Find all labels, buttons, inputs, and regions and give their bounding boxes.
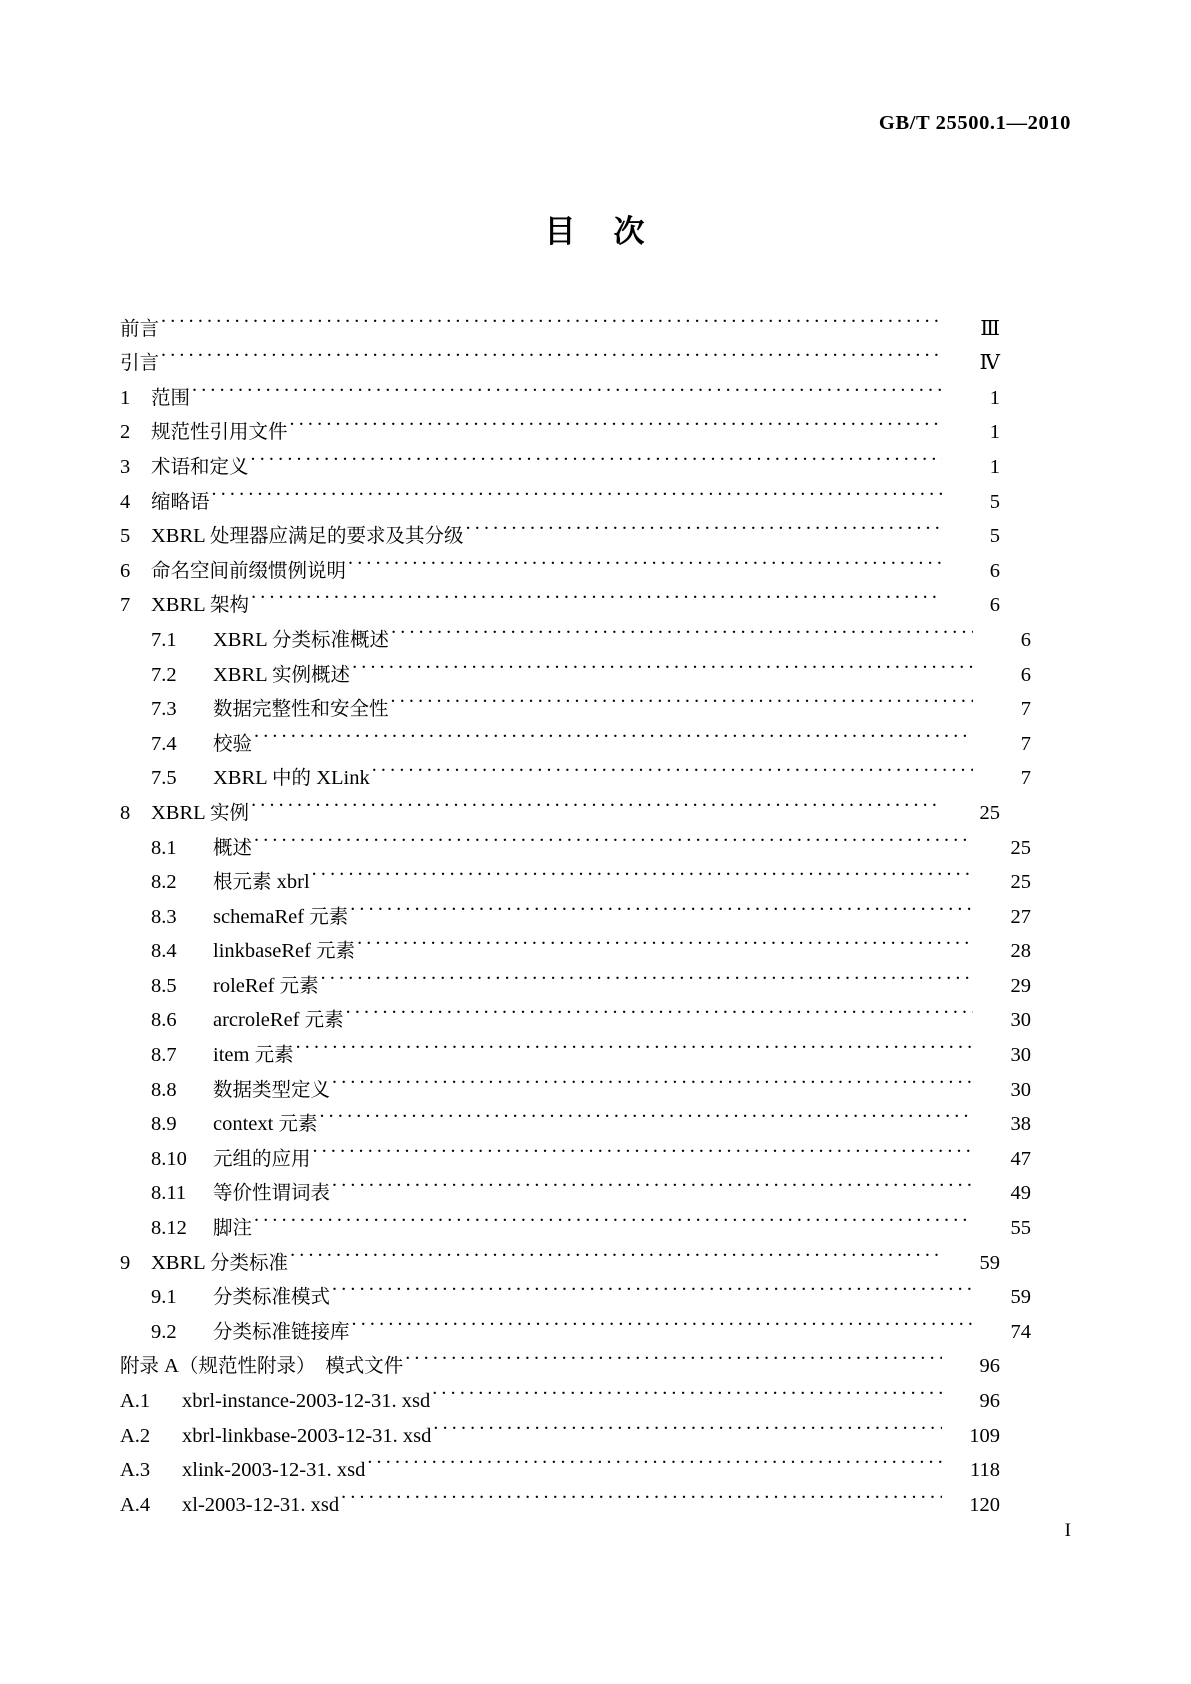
- toc-entry-number: 8.10: [151, 1147, 187, 1170]
- toc-entry-number: A.2: [120, 1424, 151, 1447]
- toc-entry[interactable]: [120, 300, 1000, 340]
- toc-entry[interactable]: [120, 438, 1000, 478]
- toc-entry-page-number: 96: [979, 1355, 1000, 1378]
- toc-entry-label: [182, 1384, 430, 1419]
- toc-leader-dots: [161, 335, 942, 370]
- toc-entry-label-run: XLink: [311, 767, 370, 790]
- toc-entry-label: [213, 1107, 317, 1142]
- toc-entry-page-number: 59: [979, 1251, 1000, 1274]
- toc-entry-label: [213, 900, 348, 935]
- toc-entry-number: A.4: [120, 1493, 151, 1516]
- toc-entry-label-run: xlink-2003-12-31. xsd: [182, 1459, 366, 1482]
- toc-entry[interactable]: [120, 404, 1000, 444]
- toc-leader-dots: [161, 300, 942, 335]
- toc-entry-label-run: 实例: [210, 800, 250, 824]
- toc-entry-page-number: 49: [1010, 1182, 1031, 1205]
- toc-entry-label-run: xbrl: [271, 871, 310, 894]
- toc-leader-dots: [391, 611, 973, 646]
- toc-entry-label: [213, 1142, 311, 1177]
- toc-leader-dots: [348, 542, 942, 577]
- toc-leader-dots: [372, 750, 973, 785]
- toc-entry-label-run: 概述: [213, 835, 253, 859]
- toc-leader-dots: [312, 854, 973, 889]
- toc-entry-number: 8.3: [151, 905, 177, 928]
- toc-leader-dots: [466, 508, 942, 543]
- toc-entry-label-run: 缩略语: [151, 489, 210, 513]
- toc-entry-number: 8.4: [151, 940, 177, 963]
- toc-entry-page-number: 30: [1010, 1078, 1031, 1101]
- toc-leader-dots: [341, 1476, 942, 1511]
- toc-entry-label: [182, 1488, 339, 1523]
- table-of-contents: [120, 300, 1031, 1516]
- toc-entry-label: [151, 796, 249, 831]
- toc-entry-label-run: 命名空间前缀惯例说明: [151, 558, 347, 582]
- toc-entry-page-number: 6: [1020, 663, 1031, 686]
- toc-entry-page-number: 1: [989, 386, 1000, 409]
- toc-entry[interactable]: [120, 473, 1000, 513]
- toc-leader-dots: [405, 1338, 942, 1373]
- toc-entry-label: [213, 1073, 330, 1108]
- toc-leader-dots: [251, 438, 942, 473]
- toc-entry-page-number: 55: [1010, 1217, 1031, 1240]
- page-title: [0, 206, 1191, 251]
- toc-entry-label-run: 分类标准概述: [272, 627, 390, 651]
- toc-entry-label-run: roleRef: [213, 974, 280, 997]
- toc-entry-number: 6: [120, 559, 131, 582]
- toc-entry-label-run: 元组的应用: [213, 1146, 311, 1170]
- toc-entry-number: 9.2: [151, 1320, 177, 1343]
- toc-entry-label-run: 架构: [210, 593, 250, 617]
- toc-entry-label-run: xbrl-instance-2003-12-31. xsd: [182, 1390, 431, 1412]
- toc-entry-number: 7.5: [151, 767, 177, 790]
- toc-leader-dots: [212, 473, 942, 508]
- toc-entry-number: 9: [120, 1251, 131, 1274]
- toc-entry-label-run: 数据类型定义: [213, 1077, 331, 1101]
- toc-entry-page-number: 25: [979, 801, 1000, 824]
- toc-entry-label-run: A: [159, 1355, 179, 1378]
- toc-entry-number: A.1: [120, 1390, 151, 1412]
- toc-entry-label-run: 等价性谓词表: [213, 1181, 331, 1205]
- toc-entry-label-run: linkbaseRef: [213, 940, 317, 963]
- toc-entry[interactable]: [120, 784, 1000, 824]
- toc-leader-dots: [254, 1199, 973, 1234]
- toc-entry-label-run: 校验: [213, 731, 253, 755]
- toc-entry-page-number: 29: [1010, 974, 1031, 997]
- toc-entry-label-run: xl-2003-12-31. xsd: [182, 1493, 340, 1516]
- toc-leader-dots: [290, 404, 942, 439]
- toc-entry-page-number: 7: [1020, 732, 1031, 755]
- toc-entry-label-run: XBRL: [213, 663, 273, 686]
- toc-entry-page-number: Ⅳ: [979, 352, 1000, 375]
- toc-entry-page-number: 6: [989, 594, 1000, 617]
- toc-entry-page-number: 120: [969, 1493, 1000, 1516]
- toc-leader-dots: [251, 577, 942, 612]
- toc-entry-page-number: 25: [1010, 871, 1031, 894]
- toc-entry[interactable]: [120, 715, 1031, 755]
- toc-entry-label-run: 元素: [316, 939, 356, 963]
- toc-entry-label: [213, 1315, 350, 1350]
- toc-entry-label: [120, 312, 159, 347]
- toc-leader-dots: [352, 646, 973, 681]
- toc-entry-page-number: 1: [989, 455, 1000, 478]
- toc-entry-number: 7.4: [151, 732, 177, 755]
- toc-leader-dots: [319, 1096, 973, 1131]
- toc-entry-label-run: XBRL: [151, 525, 211, 548]
- toc-entry-number: 5: [120, 525, 131, 548]
- toc-leader-dots: [251, 784, 942, 819]
- toc-entry-number: 8.12: [151, 1217, 187, 1240]
- toc-entry-number: 8: [120, 801, 131, 824]
- toc-entry-label-run: 范围: [151, 385, 191, 409]
- toc-entry-number: 9.1: [151, 1286, 177, 1309]
- toc-entry-page-number: 38: [1010, 1113, 1031, 1136]
- toc-entry-label-run: 引言: [120, 351, 160, 375]
- page-title-char-1: 目: [544, 214, 578, 250]
- toc-entry-number: 3: [120, 455, 131, 478]
- toc-leader-dots: [391, 681, 973, 716]
- toc-entry-label: [120, 346, 159, 381]
- toc-entry-label-run: XBRL: [151, 1251, 211, 1274]
- toc-entry[interactable]: [120, 611, 1031, 651]
- toc-entry-number: A.3: [120, 1459, 151, 1482]
- toc-entry-page-number: 47: [1010, 1147, 1031, 1170]
- toc-entry-label: [120, 1349, 403, 1384]
- toc-entry-label-run: 规范性引用文件: [151, 420, 288, 444]
- toc-leader-dots: [332, 1165, 973, 1200]
- toc-entry[interactable]: [120, 508, 1000, 548]
- toc-entry-page-number: 25: [1010, 836, 1031, 859]
- toc-entry-label-run: item: [213, 1044, 255, 1067]
- toc-entry-page-number: 6: [1020, 628, 1031, 651]
- toc-entry-number: 7.1: [151, 628, 177, 651]
- toc-entry-label-run: 中的: [272, 766, 312, 790]
- toc-entry-number: 4: [120, 490, 131, 513]
- toc-leader-dots: [367, 1442, 942, 1477]
- toc-entry-label-run: 根元素: [213, 870, 272, 894]
- toc-entry-label: [151, 381, 190, 416]
- toc-entry-label: [213, 1038, 294, 1073]
- toc-entry-page-number: 6: [989, 559, 1000, 582]
- toc-entry-page-number: 27: [1010, 905, 1031, 928]
- toc-entry-number: 8.7: [151, 1044, 177, 1067]
- toc-entry-label-run: 数据完整性和安全性: [213, 697, 389, 721]
- toc-entry-label: [213, 658, 350, 693]
- toc-leader-dots: [357, 923, 973, 958]
- toc-entry-label-run: 元素: [304, 1008, 344, 1032]
- page-title-char-2: 次: [613, 214, 647, 250]
- toc-entry-page-number: 28: [1010, 940, 1031, 963]
- toc-entry-label-run: 分类标准: [210, 1250, 289, 1274]
- toc-entry-page-number: 30: [1010, 1009, 1031, 1032]
- toc-leader-dots: [346, 992, 973, 1027]
- toc-entry-label-run: 分类标准链接库: [213, 1319, 350, 1343]
- toc-entry-page-number: 96: [979, 1390, 1000, 1412]
- toc-entry-label-run: arcroleRef: [213, 1009, 305, 1032]
- toc-entry-label: [151, 588, 249, 623]
- toc-entry-label-run: 元素: [278, 1112, 318, 1136]
- toc-entry-label-run: XBRL: [151, 801, 211, 824]
- toc-entry-number: 8.11: [151, 1182, 187, 1205]
- toc-entry-label: [151, 485, 210, 520]
- toc-entry-label-run: 分类标准模式: [213, 1285, 331, 1309]
- toc-entry[interactable]: [120, 750, 1031, 790]
- toc-entry[interactable]: [120, 335, 1000, 375]
- toc-entry-number: 1: [120, 386, 131, 409]
- toc-entry-number: 8.1: [151, 836, 177, 859]
- toc-entry[interactable]: [120, 854, 1031, 894]
- running-header-standard-number: GB/T 25500.1—2010: [878, 112, 1071, 134]
- toc-leader-dots: [332, 1269, 973, 1304]
- toc-entry-label-run: 前言: [120, 316, 160, 340]
- toc-leader-dots: [432, 1372, 942, 1407]
- toc-entry-number: 7.2: [151, 663, 177, 686]
- toc-entry-label-run: （规范性附录） 模式文件: [178, 1354, 404, 1378]
- toc-entry[interactable]: [120, 577, 1000, 617]
- toc-leader-dots: [332, 1061, 973, 1096]
- toc-entry-label-run: 元素: [279, 973, 319, 997]
- toc-entry-number: 7: [120, 594, 131, 617]
- toc-leader-dots: [192, 369, 942, 404]
- toc-entry-page-number: 109: [969, 1424, 1000, 1447]
- toc-entry-number: 8.5: [151, 974, 177, 997]
- toc-entry-page-number: 118: [970, 1459, 1000, 1482]
- toc-entry-label-run: xbrl-linkbase-2003-12-31. xsd: [182, 1424, 432, 1447]
- toc-entry-page-number: 5: [989, 490, 1000, 513]
- toc-entry-label-run: context: [213, 1113, 279, 1136]
- toc-entry-label: [213, 831, 252, 866]
- page-folio: I: [1064, 1520, 1071, 1541]
- toc-entry-label: [213, 1211, 252, 1246]
- toc-leader-dots: [296, 1026, 973, 1061]
- toc-entry-label-run: 术语和定义: [151, 454, 249, 478]
- toc-entry-label: [213, 1280, 330, 1315]
- toc-entry-label-run: 元素: [254, 1043, 294, 1067]
- toc-leader-dots: [254, 819, 973, 854]
- toc-entry-page-number: 30: [1010, 1044, 1031, 1067]
- toc-entry-label-run: XBRL: [213, 628, 273, 651]
- toc-entry-label-run: XBRL: [213, 767, 273, 790]
- toc-entry-page-number: 7: [1020, 698, 1031, 721]
- toc-entry-label: [213, 727, 252, 762]
- toc-entry-label-run: 附录: [120, 1354, 160, 1378]
- toc-entry-label: [182, 1453, 365, 1488]
- toc-entry-label-run: 脚注: [213, 1216, 253, 1240]
- toc-entry-label-run: 实例概述: [272, 662, 351, 686]
- toc-leader-dots: [254, 715, 973, 750]
- toc-entry-number: 2: [120, 421, 131, 444]
- toc-leader-dots: [433, 1407, 942, 1442]
- toc-entry-number: 7.3: [151, 698, 177, 721]
- toc-entry-page-number: 1: [989, 421, 1000, 444]
- toc-leader-dots: [350, 888, 973, 923]
- toc-entry-page-number: 7: [1020, 767, 1031, 790]
- toc-entry-number: 8.6: [151, 1009, 177, 1032]
- toc-leader-dots: [313, 1130, 973, 1165]
- toc-entry-label: [213, 865, 310, 900]
- toc-entry-page-number: Ⅲ: [980, 317, 1000, 340]
- toc-entry-label: [213, 969, 319, 1004]
- toc-entry-label-run: 处理器应满足的要求及其分级: [210, 524, 464, 548]
- toc-entry-label-run: 元素: [309, 904, 349, 928]
- toc-entry-page-number: 74: [1010, 1320, 1031, 1343]
- toc-entry-label-run: schemaRef: [213, 905, 310, 928]
- toc-entry-number: 8.9: [151, 1113, 177, 1136]
- toc-entry-page-number: 5: [989, 525, 1000, 548]
- toc-entry-label: [151, 1246, 288, 1281]
- toc-entry-number: 8.8: [151, 1078, 177, 1101]
- toc-entry-page-number: 59: [1010, 1286, 1031, 1309]
- toc-entry[interactable]: [120, 819, 1031, 859]
- toc-entry-number: 8.2: [151, 871, 177, 894]
- toc-leader-dots: [290, 1234, 942, 1269]
- toc-entry[interactable]: [120, 369, 1000, 409]
- toc-leader-dots: [352, 1303, 973, 1338]
- toc-entry-label-run: XBRL: [151, 594, 211, 617]
- toc-entry[interactable]: [120, 1199, 1031, 1240]
- toc-leader-dots: [321, 957, 973, 992]
